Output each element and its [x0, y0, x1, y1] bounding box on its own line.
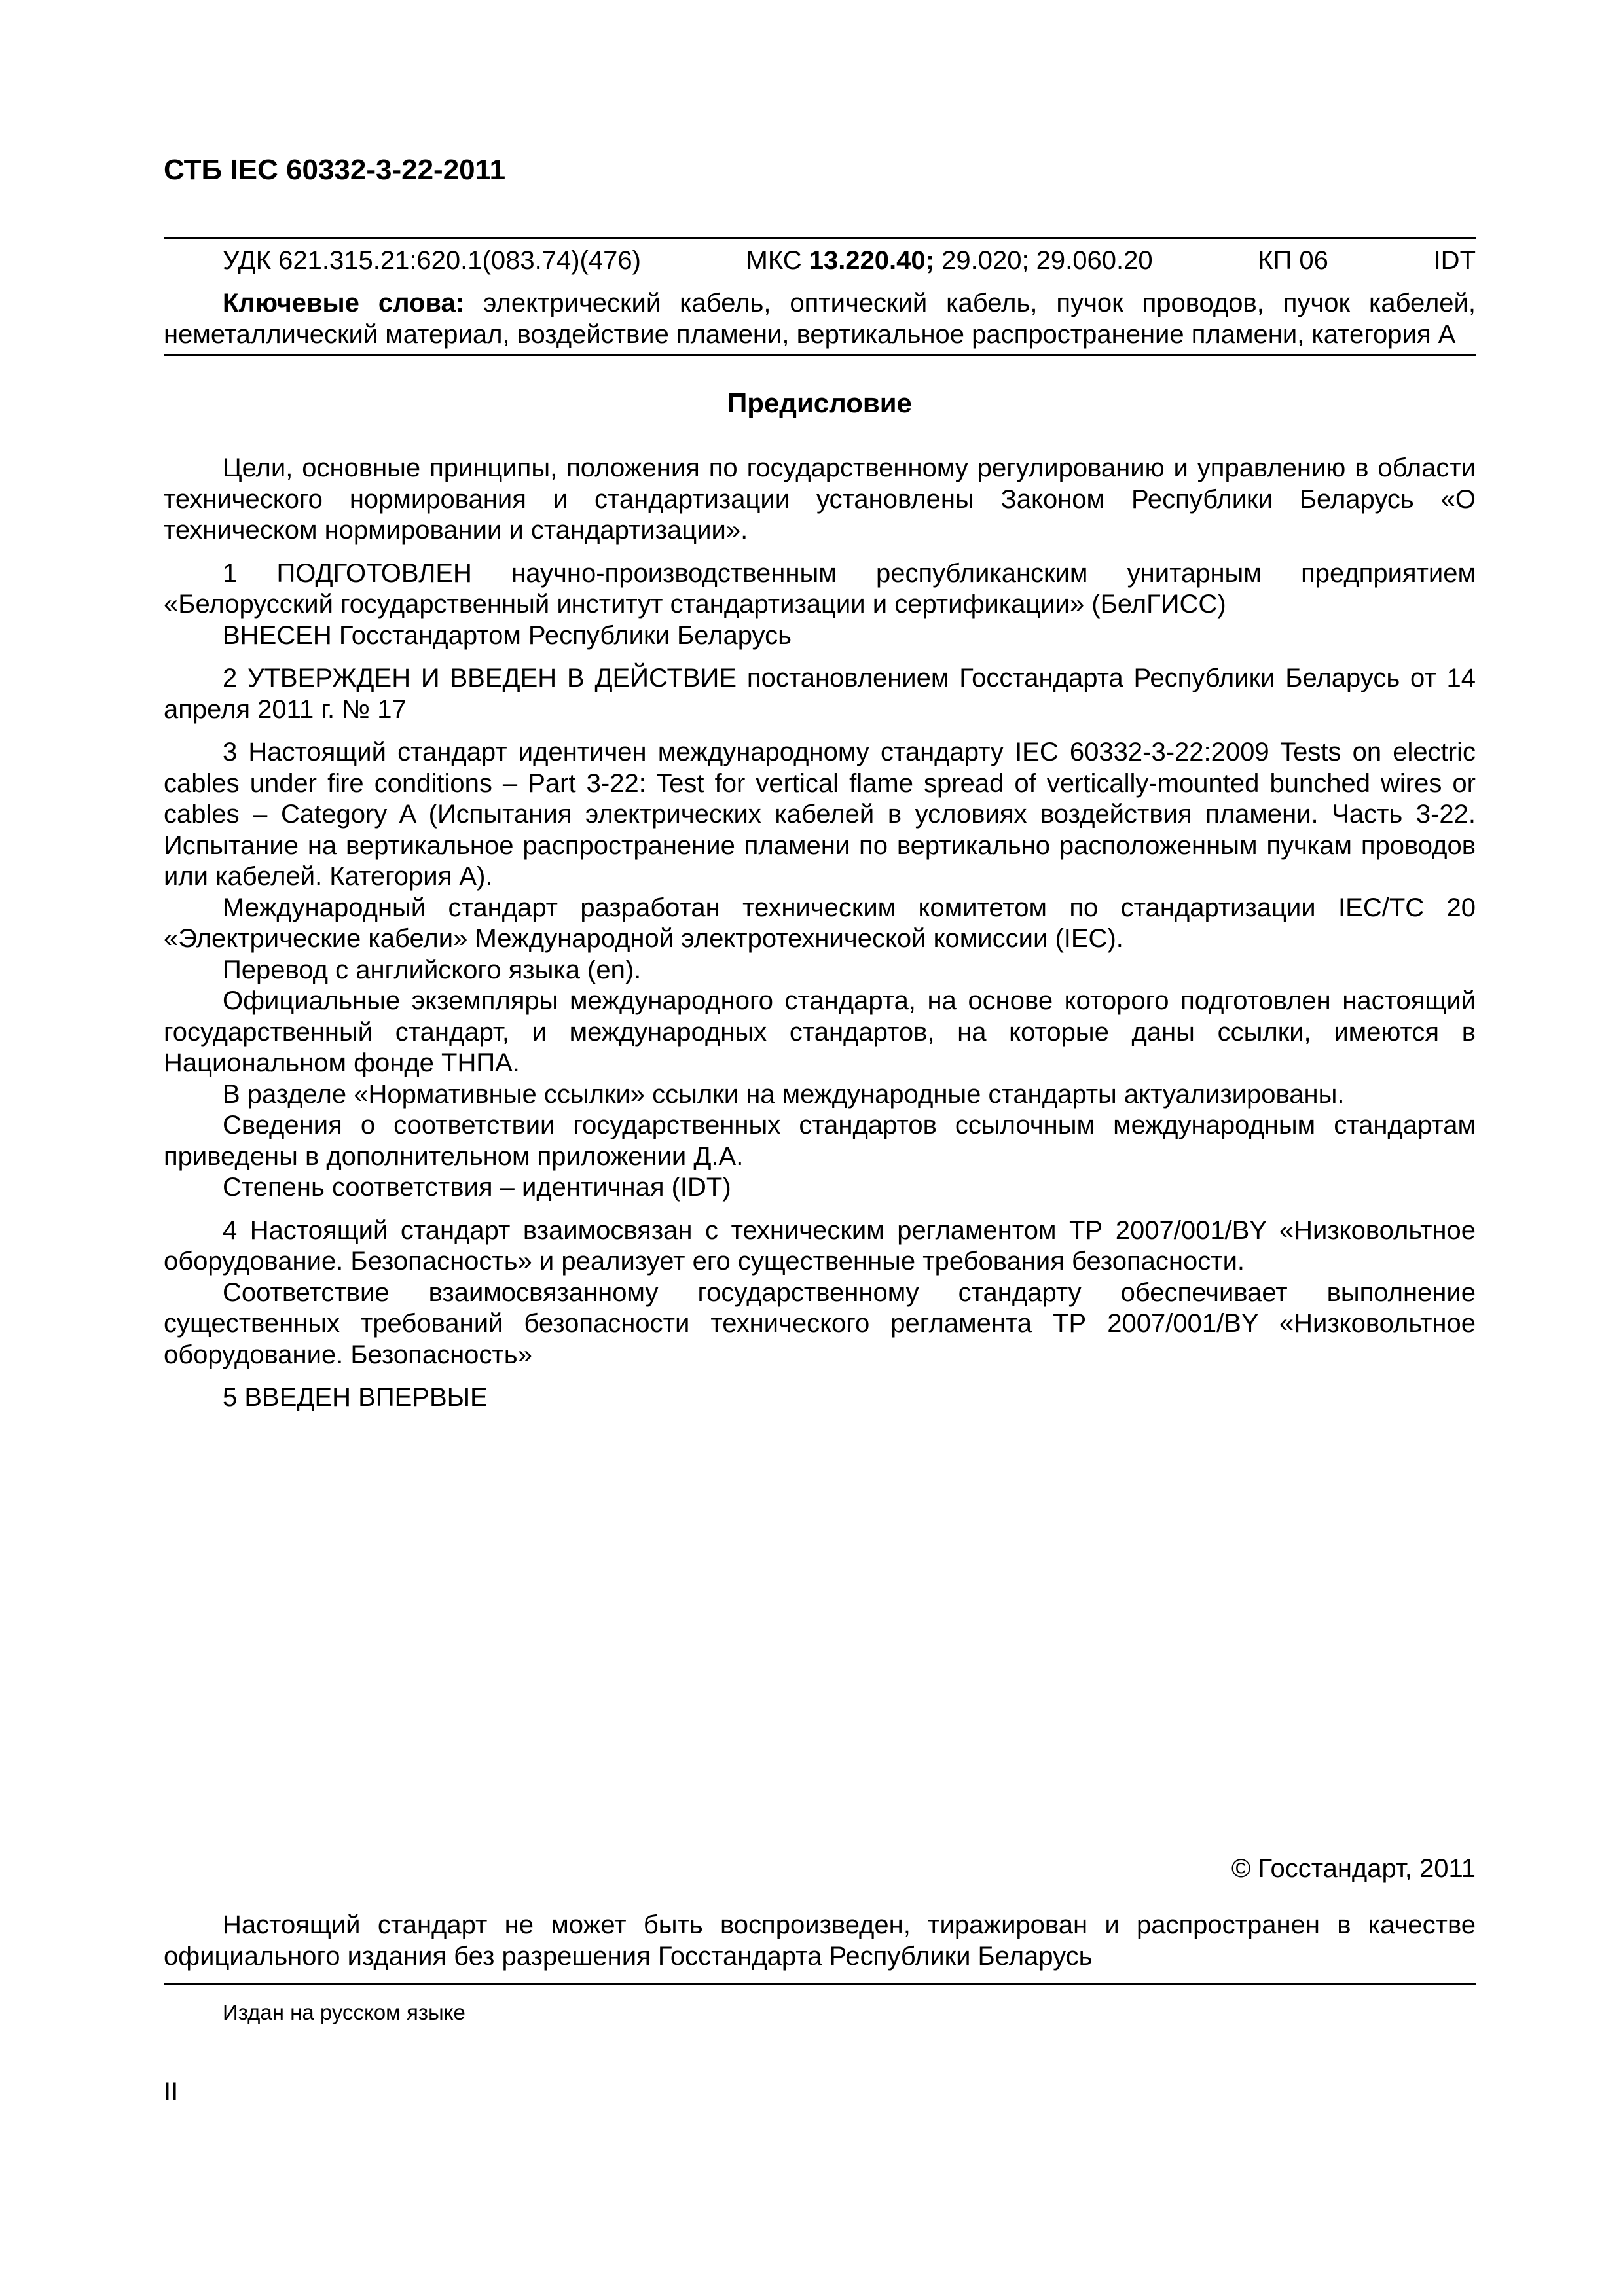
- udk-code: УДК 621.315.21:620.1(083.74)(476): [223, 246, 641, 275]
- copyright: © Госстандарт, 2011: [1231, 1854, 1476, 1883]
- reproduction-notice: Настоящий стандарт не может быть воспроизведен, тиражирован и распространен в качестве официального издания без разрешения Госстандарта Республики Беларусь: [164, 1910, 1476, 1971]
- mks-code: [746, 245, 1153, 277]
- idt-mark: IDT: [1433, 246, 1476, 275]
- preface-paragraph: В разделе «Нормативные ссылки» ссылки на международные стандарты актуализированы.: [223, 1079, 1345, 1109]
- mks-label: МКС: [746, 246, 809, 275]
- keywords-rule: [164, 354, 1476, 356]
- preface-paragraph: 5 ВВЕДЕН ВПЕРВЫЕ: [223, 1383, 488, 1412]
- preface-paragraph: Цели, основные принципы, положения по государственному регулированию и управлению в области технического нормирования и стандартизации установлены Законом Республики Беларусь «О техническом нормировании и стандартизации».: [164, 454, 1476, 545]
- classification-row: [223, 245, 1476, 277]
- footer-rule: [164, 1983, 1476, 1985]
- preface-paragraph: 1 ПОДГОТОВЛЕН научно-производственным республиканским унитарным предприятием «Белорусский государственный институт стандартизации и сертификации» (БелГИСС): [164, 558, 1476, 619]
- kp-code: КП 06: [1258, 246, 1328, 275]
- preface-paragraph: 4 Настоящий стандарт взаимосвязан с техническим регламентом ТР 2007/001/BY «Низковольтное оборудование. Безопасность» и реализует его существенные требования безопасности.: [164, 1215, 1476, 1276]
- preface-paragraph: Соответствие взаимосвязанному государственному стандарту обеспечивает выполнение существенных требований безопасности технического регламента ТР 2007/001/BY «Низковольтное оборудование. Безопасность»: [164, 1278, 1476, 1369]
- preface-paragraph: 3 Настоящий стандарт идентичен международному стандарту IEC 60332-3-22:2009 Tests on electric cables under fire conditions – Part 3-22: Test for vertical flame spread of vertically-mounted bunched wires or cables – Category A (Испытания электрических кабелей в условиях воздействия пламени. Часть 3-22. Испытание на вертикальное распространение пламени по вертикально расположенным пучкам проводов или кабелей. Категория А).: [164, 738, 1476, 891]
- preface-paragraph: 2 УТВЕРЖДЕН И ВВЕДЕН В ДЕЙСТВИЕ постановлением Госстандарта Республики Беларусь от 14 апреля 2011 г. № 17: [164, 664, 1476, 724]
- keywords-text: электрический кабель, оптический кабель, пучок проводов, пучок кабелей, неметаллический материал, воздействие пламени, вертикальное распространение пламени, категория А: [164, 289, 1476, 349]
- document-id: СТБ IEC 60332-3-22-2011: [164, 154, 506, 186]
- preface-body: [164, 453, 1476, 1414]
- preface-paragraph: Степень соответствия – идентичная (IDT): [223, 1173, 731, 1202]
- top-rule: [164, 237, 1476, 239]
- page-number: II: [164, 2077, 179, 2106]
- published-language: Издан на русском языке: [223, 2000, 465, 2024]
- keywords-label: Ключевые слова:: [223, 289, 465, 317]
- preface-paragraph: Сведения о соответствии государственных стандартов ссылочным международным стандартам приведены в дополнительном приложении Д.А.: [164, 1111, 1476, 1171]
- preface-paragraph: Перевод с английского языка (en).: [223, 955, 642, 984]
- preface-paragraph: Официальные экземпляры международного стандарта, на основе которого подготовлен настоящий государственный стандарт, и международных стандартов, на которые даны ссылки, имеются в Национальном фонде ТНПА.: [164, 986, 1476, 1077]
- keywords: [164, 288, 1476, 350]
- mks-primary: 13.220.40;: [809, 246, 934, 275]
- preface-paragraph: ВНЕСЕН Госстандартом Республики Беларусь: [223, 620, 792, 650]
- preface-paragraph: Международный стандарт разработан техническим комитетом по стандартизации IEC/TC 20 «Электрические кабели» Международной электротехнической комиссии (IEC).: [164, 893, 1476, 953]
- mks-secondary: 29.020; 29.060.20: [934, 246, 1153, 275]
- preface-title: Предисловие: [727, 387, 912, 418]
